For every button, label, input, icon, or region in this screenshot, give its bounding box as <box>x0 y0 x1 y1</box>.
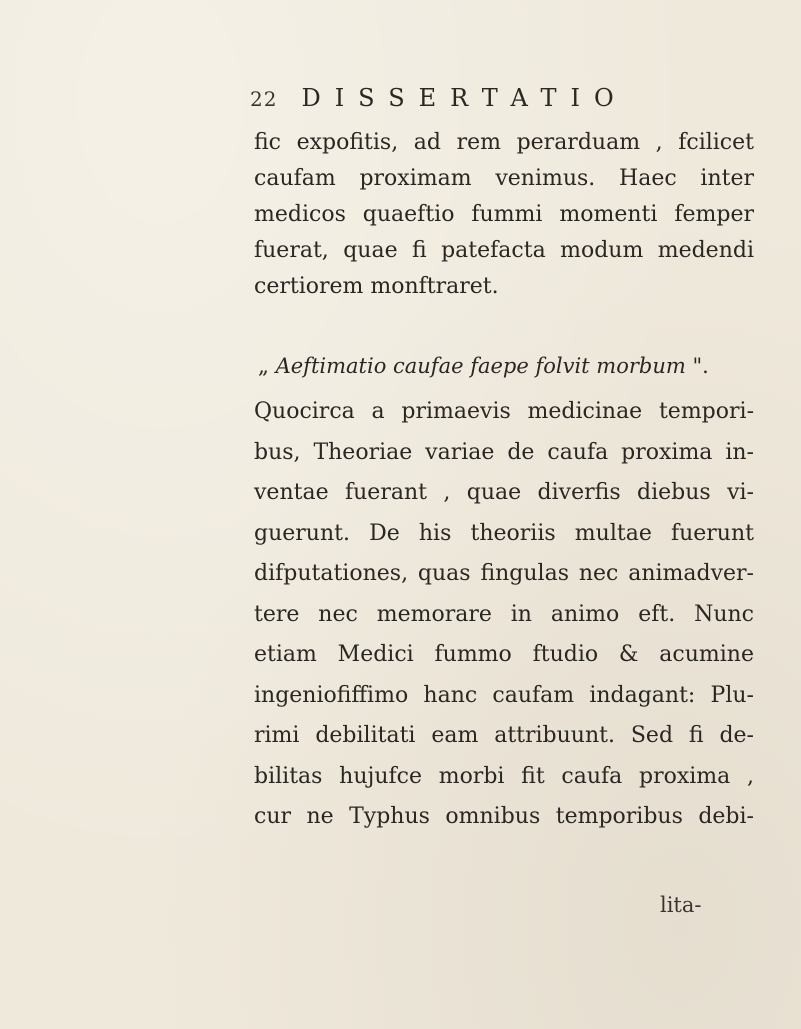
text-line: ventae fuerant , quae diverfis diebus vi- <box>254 480 754 505</box>
text-line: ingeniofiffimo hanc caufam indagant: Plu- <box>254 682 754 708</box>
text-line: bus, Theoriae variae de caufa proxima in- <box>254 439 754 465</box>
text-line: bilitas hujufce morbi fit caufa proxima , <box>254 763 754 789</box>
quote-open-mark: „ <box>258 354 269 378</box>
text-line: fuerat, quae fi patefacta modum medendi <box>254 238 754 263</box>
text-line: caufam proximam venimus. Haec inter <box>254 166 754 191</box>
running-title: DISSERTATIO <box>301 84 628 112</box>
text-line: Quocirca a primaevis medicinae tempori- <box>254 399 754 424</box>
page-header <box>250 84 628 120</box>
text-line: cur ne Typhus omnibus temporibus debi- <box>254 804 754 829</box>
paragraph-1 <box>254 125 754 305</box>
quote-close-mark: ". <box>692 354 709 378</box>
text-line: difputationes, quas fingulas nec animadver- <box>254 561 754 586</box>
quote-text: Aeftimatio caufae faepe folvit morbum <box>275 354 686 378</box>
text-line: rimi debilitati eam attribuunt. Sed fi de- <box>254 723 754 748</box>
page-number: 22 <box>250 87 278 111</box>
text-line: tere nec memorare in animo eft. Nunc <box>254 601 754 627</box>
paragraph-2 <box>254 392 754 838</box>
text-line: etiam Medici fummo ftudio & acumine <box>254 642 754 667</box>
text-line: guerunt. De his theoriis multae fuerunt <box>254 520 754 546</box>
catchword: lita- <box>660 893 702 917</box>
text-line: certiorem monftraret. <box>254 274 499 299</box>
quotation <box>258 354 709 378</box>
text-line: fic expofitis, ad rem perarduam , fcilicet <box>254 130 754 155</box>
text-line: medicos quaeftio fummi momenti femper <box>254 202 754 227</box>
